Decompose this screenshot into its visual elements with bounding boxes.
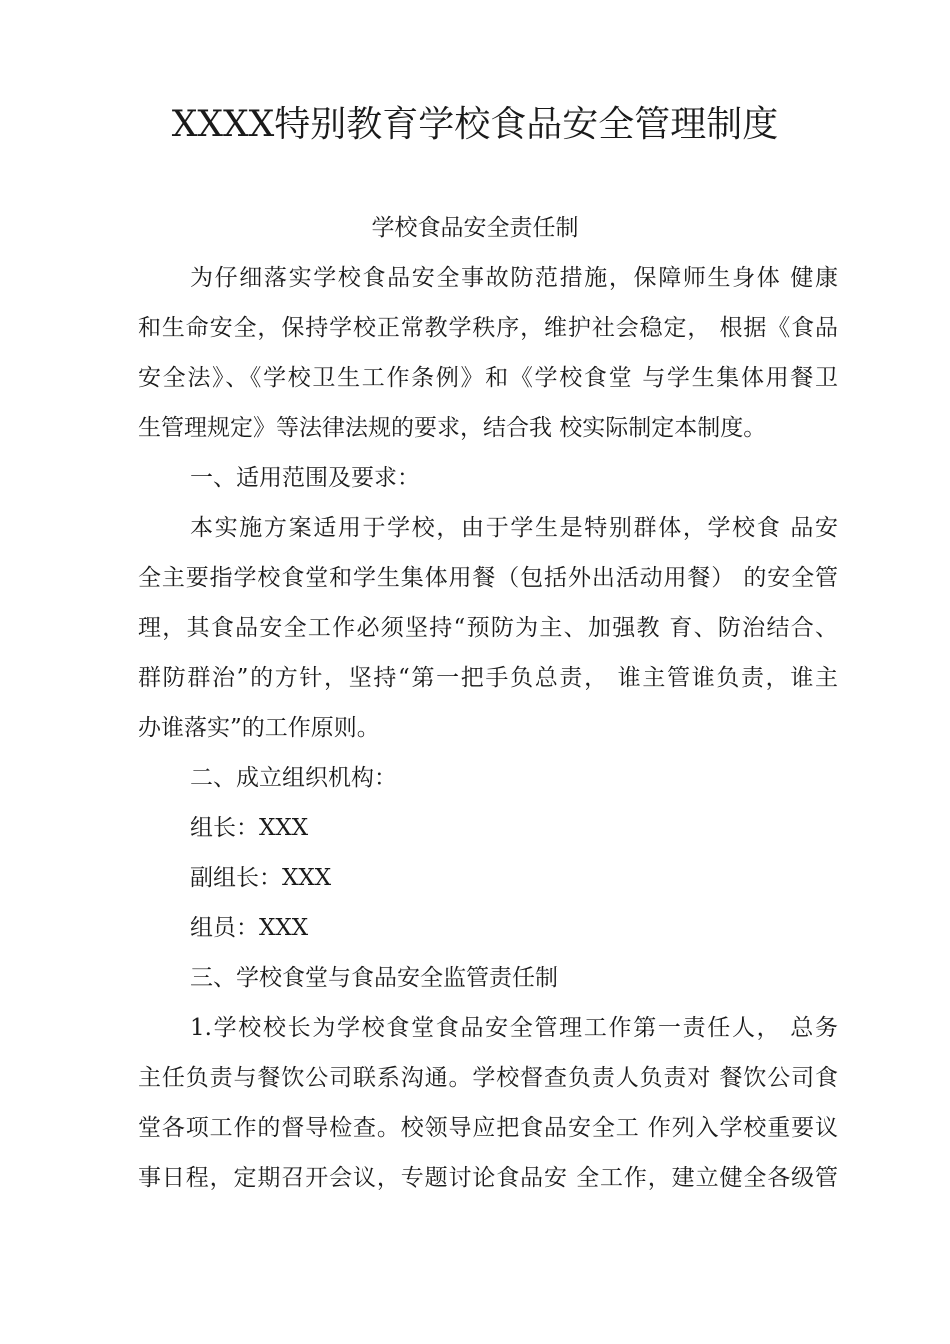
- paragraph-line: 1.学校校长为学校食堂食品安全管理工作第一责任人， 总务: [190, 1015, 838, 1041]
- section-heading: 三、学校食堂与食品安全监管责任制: [190, 965, 558, 991]
- org-deputy: 副组长：XXX: [190, 865, 332, 891]
- paragraph-line: 堂各项工作的督导检查。校领导应把食品安全工 作列入学校重要议: [138, 1115, 838, 1141]
- org-members: 组员：XXX: [190, 915, 309, 941]
- org-leader: 组长：XXX: [190, 815, 309, 841]
- paragraph-line: 主任负责与餐饮公司联系沟通。学校督查负责人负责对 餐饮公司食: [138, 1065, 838, 1091]
- section-subtitle: 学校食品安全责任制: [371, 215, 579, 241]
- section-heading: 一、适用范围及要求：: [190, 465, 420, 491]
- paragraph-line: 理，其食品安全工作必须坚持“预防为主、加强教 育、防治结合、: [138, 615, 838, 641]
- paragraph-line: 办谁落实”的工作原则。: [138, 715, 380, 741]
- paragraph-line: 和生命安全，保持学校正常教学秩序，维护社会稳定， 根据《食品: [138, 315, 838, 341]
- paragraph-line: 安全法》、《学校卫生工作条例》和《学校食堂 与学生集体用餐卫: [138, 365, 838, 391]
- paragraph-line: 本实施方案适用于学校，由于学生是特别群体，学校食 品安: [190, 515, 838, 541]
- paragraph-line: 群防群治”的方针，坚持“第一把手负总责， 谁主管谁负责，谁主: [138, 665, 838, 691]
- paragraph-line: 全主要指学校食堂和学生集体用餐（包括外出活动用餐） 的安全管: [138, 565, 838, 591]
- document-title: XXXX特别教育学校食品安全管理制度: [171, 104, 779, 145]
- paragraph-line: 事日程，定期召开会议，专题讨论食品安 全工作，建立健全各级管: [138, 1165, 838, 1191]
- paragraph-line: 生管理规定》等法律法规的要求，结合我 校实际制定本制度。: [138, 415, 767, 441]
- section-heading: 二、成立组织机构：: [190, 765, 397, 791]
- paragraph-line: 为仔细落实学校食品安全事故防范措施，保障师生身体 健康: [190, 265, 838, 291]
